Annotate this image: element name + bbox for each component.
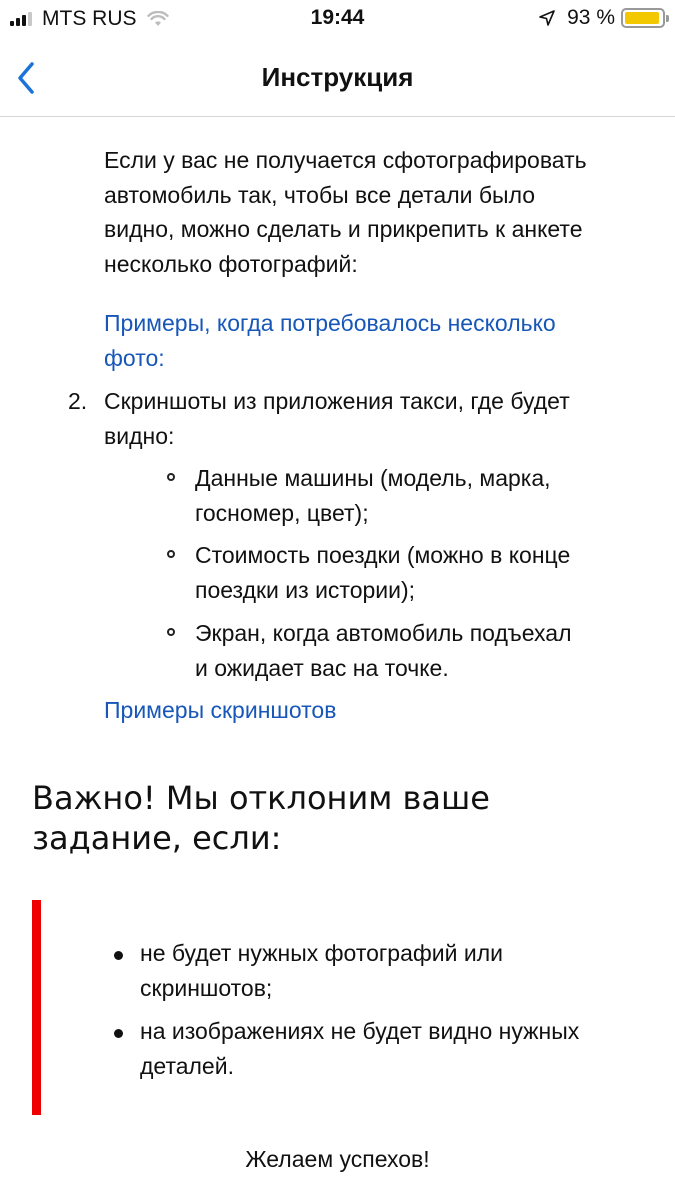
sub-item-trip-cost (195, 538, 645, 607)
intro-line: автомобиль так, чтобы все детали было (104, 181, 536, 208)
reason-line: на изображениях не будет видно нужных (140, 1018, 580, 1044)
bullet-icon (114, 1029, 123, 1038)
bullet-icon (114, 951, 123, 960)
sub-item-line: Экран, когда автомобиль подъехал (195, 620, 572, 646)
circle-bullet-icon (167, 473, 175, 481)
circle-bullet-icon (167, 550, 175, 558)
sub-item-car-arrived (195, 616, 645, 685)
intro-line: Если у вас не получается сфотографировать (104, 147, 587, 173)
item-line: Скриншоты из приложения такси, где будет (104, 388, 570, 414)
intro-line: несколько фотографий: (104, 250, 358, 277)
battery-percent: 93 % (567, 6, 615, 29)
reject-reason-no-details (140, 1014, 650, 1083)
status-right (539, 6, 665, 30)
carrier-name: MTS RUS (42, 7, 137, 30)
page-title: Инструкция (261, 62, 414, 92)
sub-item-line: и ожидает вас на точке. (195, 654, 449, 681)
nav-bar (0, 38, 675, 117)
battery-fill (625, 12, 659, 24)
sub-item-line: поездки из истории); (195, 576, 416, 603)
link-line: фото: (104, 344, 165, 371)
heading-line: задание, если: (32, 819, 282, 857)
reject-reason-no-photos (140, 936, 650, 1005)
closing-text: Желаем успехов! (245, 1146, 430, 1172)
intro-paragraph (104, 143, 664, 281)
link-line: Примеры, когда потребовалось несколько (104, 310, 556, 336)
status-bar (0, 0, 675, 38)
important-heading (32, 778, 592, 858)
item-line: видно: (104, 422, 175, 449)
circle-bullet-icon (167, 628, 175, 636)
sub-item-line: госномер, цвет); (195, 499, 369, 526)
warning-bar (32, 900, 41, 1115)
screenshot-examples-link[interactable]: Примеры скриншотов (104, 697, 337, 723)
sub-item-car-data (195, 461, 645, 530)
heading-line: Важно! Мы отклоним ваше (32, 779, 490, 817)
sub-item-line: Данные машины (модель, марка, (195, 465, 551, 491)
intro-line: видно, можно сделать и прикрепить к анкете (104, 216, 583, 242)
location-arrow-icon (539, 10, 555, 26)
reason-line: скриншотов; (140, 974, 273, 1001)
battery-icon (621, 8, 665, 28)
list-item-screenshots (104, 384, 664, 453)
multi-photo-examples-link[interactable] (104, 306, 664, 375)
list-number: 2. (68, 388, 88, 414)
reason-line: деталей. (140, 1052, 234, 1079)
status-time: 19:44 (310, 6, 365, 29)
reason-line: не будет нужных фотографий или (140, 940, 504, 966)
sub-item-line: Стоимость поездки (можно в конце (195, 542, 571, 568)
